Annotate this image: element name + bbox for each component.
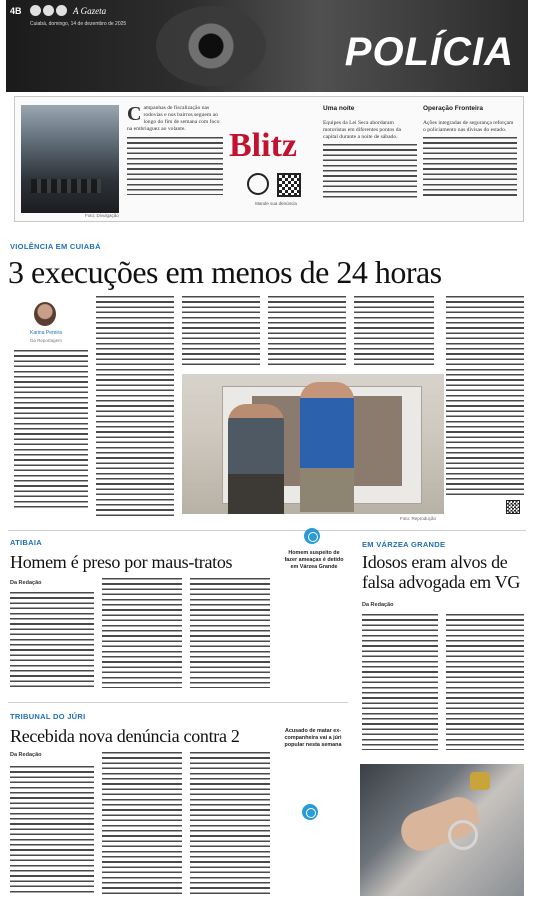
blitz-intro xyxy=(127,105,223,195)
drop-cap: C xyxy=(127,103,142,125)
teaser1-text[interactable]: Homem suspeito de fazer ameaças é detido em Várzea Grande xyxy=(284,550,344,570)
main-body-col-4 xyxy=(268,296,346,368)
story4-kicker: TRIBUNAL DO JÚRI xyxy=(10,712,86,721)
story4-body-col-2 xyxy=(102,752,182,894)
main-headline: 3 execuções em menos de 24 horas xyxy=(8,254,442,290)
blitz-photo xyxy=(21,105,119,213)
author-role: Da Reportagem xyxy=(30,338,62,343)
whatsapp-icon[interactable] xyxy=(247,173,269,195)
story2-body-col-2 xyxy=(102,578,182,688)
blitz-photo-credit: Foto: Divulgação xyxy=(85,213,119,218)
story2-headline: Homem é preso por maus-tratos xyxy=(10,552,233,572)
blitz-col-2-title: Operação Fronteira xyxy=(423,105,483,112)
newspaper-name: A Gazeta xyxy=(73,5,107,16)
blitz-col-2 xyxy=(423,105,517,197)
blitz-intro-text: ampanhas de fiscalização nas rodovias e nos bairros seguem ao longo do fim de semana com foco na embriaguez ao volante. xyxy=(127,105,220,132)
teaser2-text[interactable]: Acusado de matar ex-companheira vai a júri popular nesta semana xyxy=(284,728,342,748)
blitz-col-1 xyxy=(323,105,417,198)
main-body-col-3 xyxy=(182,296,260,368)
author-avatar xyxy=(34,302,56,326)
story3-kicker: EM VÁRZEA GRANDE xyxy=(362,540,446,549)
handcuffs-photo xyxy=(360,764,524,896)
story2-body-col-3 xyxy=(190,578,270,688)
story2-byline: Da Redação xyxy=(10,580,42,586)
teaser1-icon[interactable] xyxy=(304,528,320,544)
main-body-col-6 xyxy=(446,296,524,496)
main-photo-credit: Foto: Reprodução xyxy=(400,516,437,521)
story2-body-col-1 xyxy=(10,592,94,688)
section-title: POLÍCIA xyxy=(344,30,514,74)
blitz-col-1-text: Equipes da Lei Seca abordaram motoristas em diferentes pontos da capital durante a noite de sábado. xyxy=(323,120,401,140)
story3-body-col-1 xyxy=(362,614,438,750)
story4-body-col-3 xyxy=(190,752,270,894)
section-divider xyxy=(8,530,526,531)
teaser2-icon[interactable] xyxy=(302,804,318,820)
main-qr-code-icon[interactable] xyxy=(506,500,520,514)
newspaper-logo xyxy=(30,5,106,16)
main-body-col-5 xyxy=(354,296,434,368)
date-line: Cuiabá, domingo, 14 de dezembro de 2025 xyxy=(30,21,127,27)
section-header xyxy=(6,0,528,92)
main-kicker: VIOLÊNCIA EM CUIABÁ xyxy=(10,242,101,251)
author-name: Karina Pereira xyxy=(30,330,62,336)
qr-code-icon[interactable] xyxy=(277,173,301,197)
section-divider-2 xyxy=(8,702,348,703)
story3-headline: Idosos eram alvos de falsa advogada em VG xyxy=(362,552,521,592)
page-number: 4B xyxy=(10,6,22,16)
main-body-col-1 xyxy=(14,350,88,510)
story3-body-col-2 xyxy=(446,614,524,750)
main-story-photo xyxy=(182,374,444,514)
blitz-col-2-text: Ações integradas de segurança reforçam o policiamento nas divisas do estado. xyxy=(423,120,514,133)
eye-illustration xyxy=(156,6,266,86)
main-body-col-2 xyxy=(96,296,174,516)
story2-kicker: ATIBAIA xyxy=(10,538,42,547)
story4-headline: Recebida nova denúncia contra 2 xyxy=(10,726,240,746)
blitz-col-1-title: Uma noite xyxy=(323,105,355,112)
story4-byline: Da Redação xyxy=(10,752,42,758)
whatsapp-caption: Mande sua denúncia xyxy=(255,201,297,206)
blitz-brand: Blitz xyxy=(229,127,297,164)
story3-byline: Da Redação xyxy=(362,602,394,608)
blitz-box xyxy=(14,96,524,222)
story4-body-col-1 xyxy=(10,766,94,894)
